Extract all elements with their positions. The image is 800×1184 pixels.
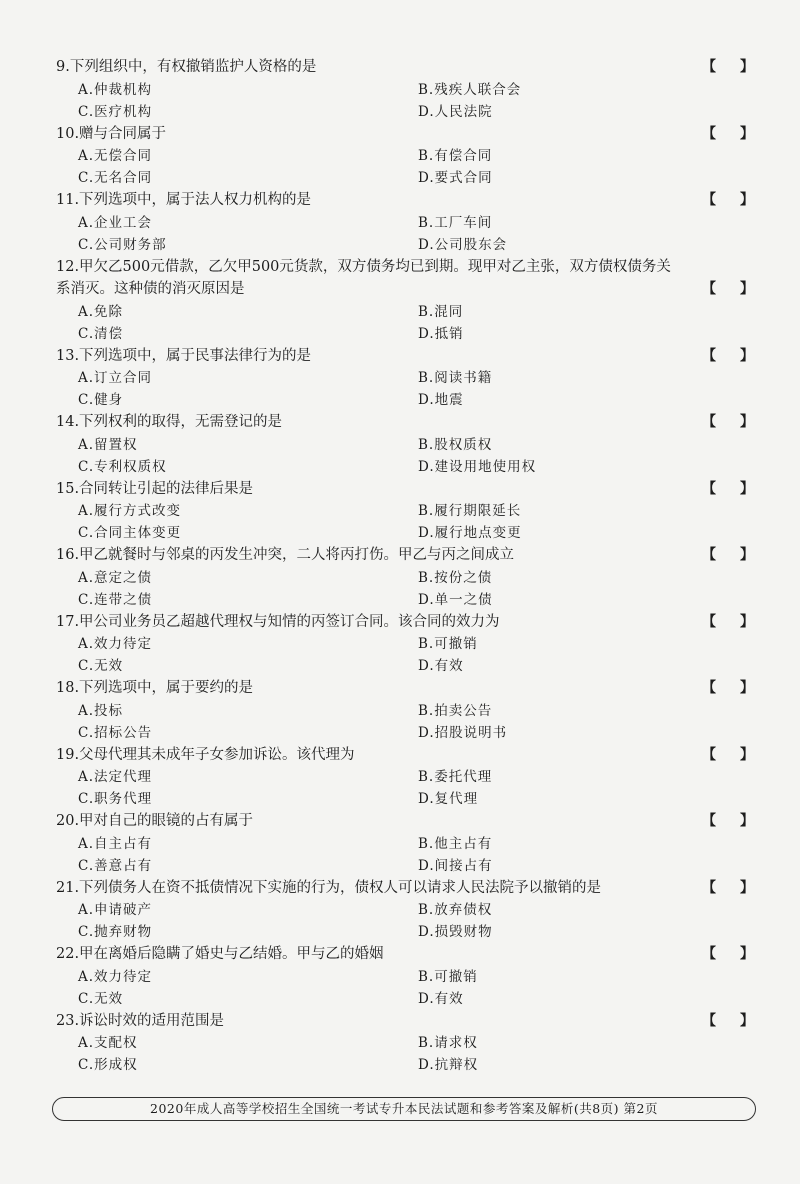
bracket-left: 【 (702, 1012, 716, 1029)
option-b: B.残疾人联合会 (418, 81, 522, 98)
option-a: A.履行方式改变 (78, 503, 182, 519)
option-a: A.法定代理 (78, 769, 153, 785)
option-b: B.按份之债 (418, 569, 493, 586)
answer-bracket (702, 189, 754, 212)
option-row (56, 323, 764, 345)
option-row (56, 1054, 764, 1076)
answer-bracket (702, 744, 754, 767)
answer-bracket (702, 123, 754, 146)
option-a: A.免除 (78, 303, 124, 320)
question-stem-row (56, 345, 764, 368)
option-row (56, 788, 764, 810)
bracket-left: 【 (702, 879, 716, 896)
option-row (56, 500, 764, 522)
question-stem: 21.下列债务人在资不抵债情况下实施的行为，债权人可以请求人民法院予以撤销的是 (56, 879, 602, 896)
option-c: C.医疗机构 (78, 103, 153, 120)
question-item (56, 810, 764, 877)
question-stem: 14.下列权利的取得，无需登记的是 (56, 414, 283, 430)
question-stem-row (56, 478, 764, 501)
option-row (56, 389, 764, 411)
question-stem-row (56, 1010, 764, 1033)
option-row (56, 367, 764, 389)
option-a: A.支配权 (78, 1035, 138, 1051)
option-a: A.无偿合同 (78, 148, 153, 164)
option-a: A.投标 (78, 702, 124, 719)
answer-bracket (702, 810, 754, 833)
question-item (56, 1010, 764, 1077)
option-d: D.人民法院 (418, 103, 493, 120)
question-item (56, 877, 764, 944)
option-row (56, 434, 764, 456)
question-stem: 22.甲在离婚后隐瞒了婚史与乙结婚。甲与乙的婚姻 (56, 946, 384, 962)
answer-bracket (702, 411, 754, 434)
option-row (56, 301, 764, 323)
option-d: D.复代理 (418, 791, 479, 807)
option-d: D.地震 (418, 392, 464, 408)
option-row (56, 966, 764, 988)
answer-bracket (702, 544, 754, 567)
option-row (56, 456, 764, 478)
page-footer: 2020年成人高等学校招生全国统一考试专升本民法试题和参考答案及解析(共8页) 第2页 (52, 1097, 756, 1121)
bracket-left: 【 (702, 414, 716, 430)
question-stem: 15.合同转让引起的法律后果是 (56, 480, 254, 497)
option-d: D.抵销 (418, 325, 464, 342)
question-item (56, 256, 764, 345)
answer-bracket (702, 345, 754, 368)
option-row (56, 899, 764, 921)
question-stem: 18.下列选项中，属于要约的是 (56, 680, 254, 696)
bracket-left: 【 (702, 946, 716, 962)
question-stem: 10.赠与合同属于 (56, 125, 167, 142)
bracket-right: 】 (740, 125, 754, 142)
question-item (56, 345, 764, 412)
bracket-left: 【 (702, 281, 716, 297)
question-stem: 系消灭。这种债的消灭原因是 (56, 281, 245, 297)
question-stem: 20.甲对自己的眼镜的占有属于 (56, 813, 254, 829)
option-c: C.善意占有 (78, 857, 153, 874)
question-stem: 17.甲公司业务员乙超越代理权与知情的丙签订合同。该合同的效力为 (56, 613, 500, 630)
option-b: B.请求权 (418, 1035, 478, 1051)
bracket-right: 】 (740, 347, 754, 364)
option-d: D.抗辩权 (418, 1057, 479, 1073)
option-d: D.要式合同 (418, 170, 493, 186)
option-row (56, 234, 764, 256)
question-stem: 16.甲乙就餐时与邻桌的丙发生冲突，二人将丙打伤。甲乙与丙之间成立 (56, 547, 515, 563)
option-row (56, 167, 764, 189)
answer-bracket (702, 877, 754, 900)
bracket-left: 【 (702, 192, 716, 208)
question-stem-row (56, 544, 764, 567)
bracket-right: 】 (740, 59, 754, 75)
option-a: A.意定之债 (78, 569, 153, 586)
bracket-right: 】 (740, 480, 754, 497)
option-d: D.公司股东会 (418, 236, 508, 253)
option-d: D.有效 (418, 658, 464, 674)
question-stem-row (56, 943, 764, 966)
option-row (56, 145, 764, 167)
bracket-left: 【 (702, 125, 716, 142)
option-b: B.履行期限延长 (418, 503, 522, 519)
question-stem: 12.甲欠乙500元借款，乙欠甲500元货款，双方债务均已到期。现甲对乙主张，双方债权债务关 (56, 258, 671, 275)
answer-bracket (702, 943, 754, 966)
question-stem-row (56, 189, 764, 212)
question-item (56, 56, 764, 123)
question-stem-row (56, 56, 764, 79)
option-d: D.建设用地使用权 (418, 458, 537, 475)
option-d: D.有效 (418, 990, 464, 1007)
question-stem-row (56, 256, 764, 279)
bracket-right: 】 (740, 547, 754, 563)
option-c: C.职务代理 (78, 791, 153, 807)
option-a: A.仲裁机构 (78, 81, 153, 98)
bracket-left: 【 (702, 813, 716, 829)
question-stem-row (56, 810, 764, 833)
option-b: B.他主占有 (418, 835, 493, 852)
option-row (56, 101, 764, 123)
bracket-right: 】 (740, 414, 754, 430)
option-b: B.可撤销 (418, 968, 478, 985)
option-d: D.履行地点变更 (418, 525, 522, 541)
question-stem: 9.下列组织中，有权撤销监护人资格的是 (56, 59, 317, 75)
question-stem-row (56, 677, 764, 700)
option-row (56, 855, 764, 877)
question-stem-row (56, 611, 764, 634)
option-c: C.连带之债 (78, 591, 153, 608)
option-c: C.清偿 (78, 325, 124, 342)
option-row (56, 833, 764, 855)
option-row (56, 655, 764, 677)
bracket-right: 】 (740, 613, 754, 630)
answer-bracket (702, 1010, 754, 1033)
option-b: B.有偿合同 (418, 148, 493, 164)
option-c: C.无效 (78, 658, 124, 674)
option-a: A.订立合同 (78, 370, 153, 386)
answer-bracket (702, 478, 754, 501)
option-d: D.间接占有 (418, 857, 493, 874)
option-b: B.拍卖公告 (418, 702, 493, 719)
option-row (56, 212, 764, 234)
bracket-right: 】 (740, 746, 754, 763)
option-row (56, 1032, 764, 1054)
option-d: D.损毁财物 (418, 924, 493, 940)
bracket-left: 【 (702, 547, 716, 563)
question-item (56, 189, 764, 256)
question-stem-row (56, 411, 764, 434)
option-row (56, 766, 764, 788)
option-a: A.申请破产 (78, 902, 153, 918)
option-row (56, 522, 764, 544)
bracket-right: 】 (740, 1012, 754, 1029)
option-a: A.效力待定 (78, 636, 153, 652)
option-row (56, 633, 764, 655)
option-c: C.无名合同 (78, 170, 153, 186)
option-b: B.股权质权 (418, 436, 493, 453)
option-c: C.抛弃财物 (78, 924, 153, 940)
question-item (56, 544, 764, 611)
question-stem: 11.下列选项中，属于法人权力机构的是 (56, 192, 312, 208)
option-b: B.混同 (418, 303, 464, 320)
option-a: A.留置权 (78, 436, 138, 453)
option-row (56, 722, 764, 744)
answer-bracket (702, 56, 754, 79)
option-a: A.效力待定 (78, 968, 153, 985)
bracket-left: 【 (702, 613, 716, 630)
option-row (56, 921, 764, 943)
question-item (56, 123, 764, 190)
bracket-left: 【 (702, 59, 716, 75)
question-item (56, 744, 764, 811)
question-stem: 13.下列选项中，属于民事法律行为的是 (56, 347, 312, 364)
question-stem-row (56, 744, 764, 767)
bracket-right: 】 (740, 192, 754, 208)
option-b: B.工厂车间 (418, 214, 493, 231)
question-stem: 19.父母代理其未成年子女参加诉讼。该代理为 (56, 746, 355, 763)
option-row (56, 589, 764, 611)
option-c: C.专利权质权 (78, 458, 167, 475)
bracket-right: 】 (740, 879, 754, 896)
option-a: A.自主占有 (78, 835, 153, 852)
option-row (56, 988, 764, 1010)
question-stem-row (56, 877, 764, 900)
question-item (56, 611, 764, 678)
option-row (56, 567, 764, 589)
bracket-left: 【 (702, 746, 716, 763)
bracket-right: 】 (740, 680, 754, 696)
bracket-left: 【 (702, 680, 716, 696)
option-b: B.阅读书籍 (418, 370, 493, 386)
question-list (56, 56, 764, 1076)
option-d: D.招股说明书 (418, 724, 508, 741)
option-row (56, 79, 764, 101)
option-b: B.可撤销 (418, 636, 478, 652)
bracket-left: 【 (702, 480, 716, 497)
option-a: A.企业工会 (78, 214, 153, 231)
question-item (56, 411, 764, 478)
option-row (56, 700, 764, 722)
option-c: C.无效 (78, 990, 124, 1007)
bracket-right: 】 (740, 281, 754, 297)
bracket-right: 】 (740, 946, 754, 962)
option-b: B.委托代理 (418, 769, 493, 785)
bracket-left: 【 (702, 347, 716, 364)
bracket-right: 】 (740, 813, 754, 829)
option-c: C.形成权 (78, 1057, 138, 1073)
option-c: C.健身 (78, 392, 124, 408)
question-stem-row (56, 123, 764, 146)
option-c: C.合同主体变更 (78, 525, 182, 541)
option-c: C.公司财务部 (78, 236, 167, 253)
question-item (56, 677, 764, 744)
option-b: B.放弃债权 (418, 902, 493, 918)
question-item (56, 478, 764, 545)
question-stem: 23.诉讼时效的适用范围是 (56, 1012, 225, 1029)
question-item (56, 943, 764, 1010)
option-c: C.招标公告 (78, 724, 153, 741)
answer-bracket (702, 278, 754, 301)
answer-bracket (702, 677, 754, 700)
answer-bracket (702, 611, 754, 634)
question-stem-row (56, 278, 764, 301)
option-d: D.单一之债 (418, 591, 493, 608)
